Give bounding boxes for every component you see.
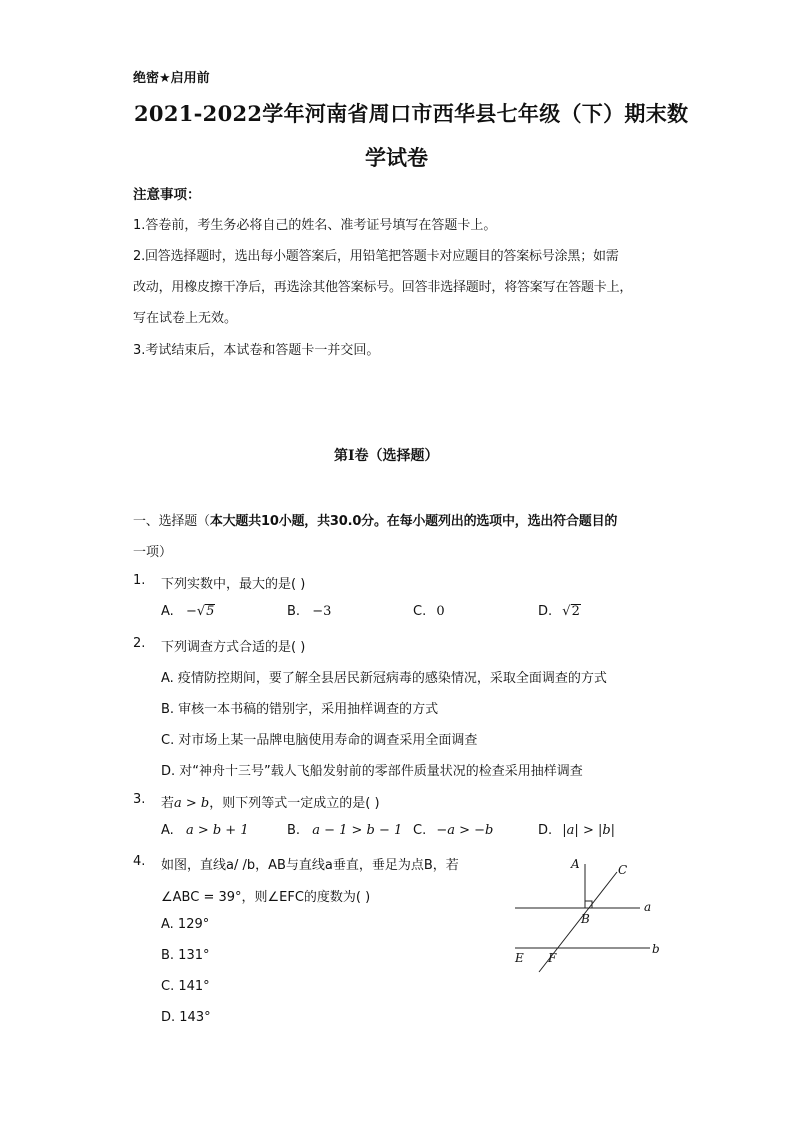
q3-c-label: C.: [413, 823, 427, 838]
notice-item-2-line3: 写在试卷上无效。: [133, 311, 238, 326]
q4-option-d: D. 143°: [161, 1010, 211, 1025]
q4-number: 4.: [133, 854, 146, 869]
section-bold: 本大题共10小题，共30.0分。在每小题列出的选项中，选出符合题目的: [209, 514, 618, 529]
q3-number: 3.: [133, 792, 146, 807]
q1-option-d: [538, 604, 581, 619]
section-heading: [133, 510, 617, 529]
notice-heading: 注意事项：: [133, 187, 201, 203]
sqrt-icon: √: [196, 604, 206, 619]
q1-d-radicand: 2: [571, 604, 580, 619]
q1-c-value: 0: [436, 604, 445, 619]
label-line-b: b: [652, 942, 660, 956]
q1-b-label: B.: [287, 604, 301, 619]
q1-option-c: [413, 604, 445, 619]
q4-stem-line1: 如图，直线a/ /b，AB与直线a垂直，垂足为点B，若: [161, 858, 459, 873]
notice-item-3: 3.考试结束后，本试卷和答题卡一并交回。: [133, 343, 380, 358]
q2-option-d: D. 对“神舟十三号”载人飞船发射前的零部件质量状况的检查采用抽样调查: [161, 764, 583, 779]
right-angle-mark: [585, 901, 592, 908]
q4-stem-line2: ∠ABC = 39°，则∠EFC的度数为( ): [161, 890, 371, 905]
q2-option-c: C. 对市场上某一品牌电脑使用寿命的调查采用全面调查: [161, 733, 478, 748]
q2-number: 2.: [133, 636, 146, 651]
label-C: C: [618, 863, 628, 877]
exam-title-line1: 2021-2022学年河南省周口市西华县七年级（下）期末数: [134, 101, 689, 126]
sqrt-icon: √: [562, 604, 571, 619]
q2-option-a: A. 疫情防控期间，要了解全县居民新冠病毒的感染情况，采取全面调查的方式: [161, 671, 607, 686]
q1-a-label: A.: [161, 604, 174, 619]
q3-d-value: |a| > |b|: [562, 823, 616, 838]
q4-option-b: B. 131°: [161, 948, 210, 963]
q3-option-a: [161, 823, 249, 838]
q1-option-b: [287, 604, 331, 619]
q2-stem: 下列调查方式合适的是( ): [161, 640, 306, 655]
section-line2: 一项）: [133, 545, 173, 560]
q3-b-label: B.: [287, 823, 301, 838]
label-F: F: [548, 951, 557, 965]
q4-option-a: A. 129°: [161, 917, 210, 932]
volume-title: 第I卷（选择题）: [334, 448, 439, 464]
exam-title-line2: 学试卷: [365, 145, 428, 170]
q3-stem-pre: 若: [161, 796, 175, 811]
q3-stem-post: ，则下列等式一定成立的是( ): [209, 796, 380, 811]
q1-option-a: [161, 604, 215, 619]
q1-b-value: −3: [312, 604, 332, 619]
q3-option-c: [413, 823, 493, 838]
q3-option-d: [538, 823, 615, 838]
q4-option-c: C. 141°: [161, 979, 210, 994]
q3-a-value: a > b + 1: [185, 823, 249, 838]
label-A: A: [571, 857, 580, 871]
q3-option-b: [287, 823, 402, 838]
label-line-a: a: [644, 900, 652, 914]
q3-a-label: A.: [161, 823, 174, 838]
notice-item-1: 1.答卷前，考生务必将自己的姓名、准考证号填写在答题卡上。: [133, 218, 497, 233]
label-E: E: [515, 951, 524, 965]
q2-option-b: B. 审核一本书稿的错别字，采用抽样调查的方式: [161, 702, 439, 717]
q3-b-value: a − 1 > b − 1: [312, 823, 403, 838]
q4-geometry-figure: [505, 850, 675, 975]
q3-stem-math: a > b: [174, 796, 210, 811]
confidential-label: 绝密★启用前: [133, 71, 210, 86]
notice-item-2-line1: 2.回答选择题时，选出每小题答案后，用铅笔把答题卡对应题目的答案标号涂黑；如需: [133, 249, 619, 264]
q1-a-radicand: 5: [206, 604, 215, 619]
notice-item-2-line2: 改动，用橡皮擦干净后，再选涂其他答案标号。回答非选择题时，将答案写在答题卡上，: [133, 280, 633, 295]
q1-d-label: D.: [538, 604, 553, 619]
q1-number: 1.: [133, 573, 146, 588]
q3-d-label: D.: [538, 823, 553, 838]
q1-c-label: C.: [413, 604, 427, 619]
label-B: B: [581, 912, 590, 926]
q1-a-sign: −: [185, 604, 197, 619]
section-prefix: 一、选择题（: [133, 514, 210, 529]
q3-stem: [161, 792, 380, 811]
q1-stem: 下列实数中，最大的是( ): [161, 577, 306, 592]
q3-c-value: −a > −b: [436, 823, 494, 838]
